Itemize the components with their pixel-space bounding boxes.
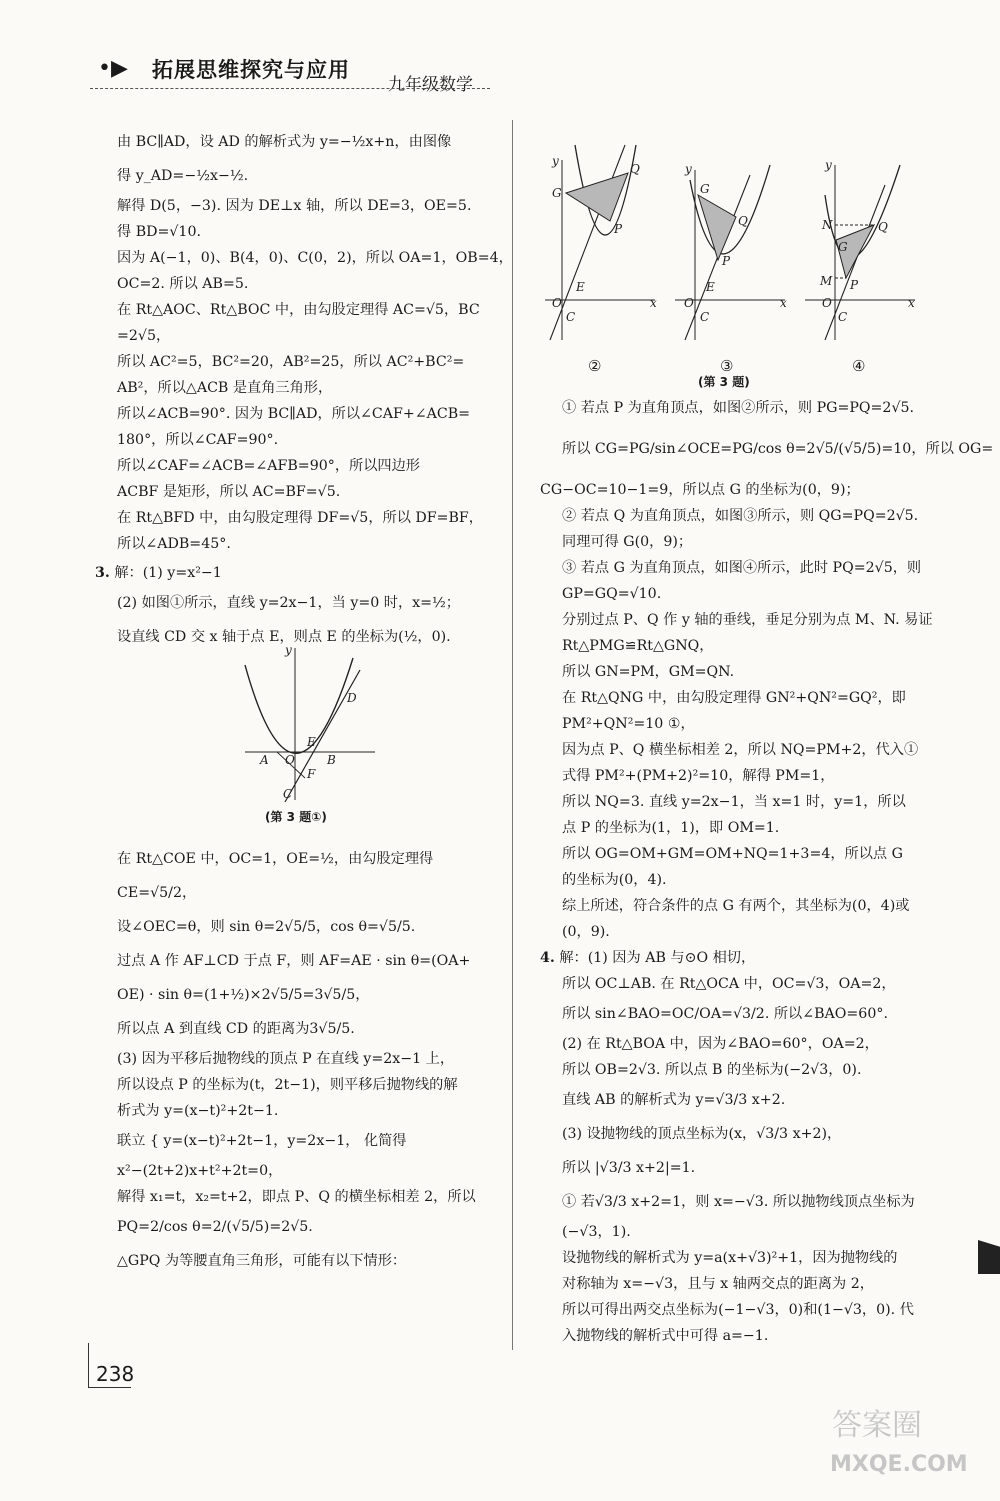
fig3-label-p: P [722,254,731,268]
page-number: 238 [96,1362,135,1386]
fig3-label-q: Q [738,214,748,228]
text-line: 过点 A 作 AF⊥CD 于点 F，则 AF=AE · sin θ=(OA+ [117,953,471,969]
text-line: 所以∠CAF=∠ACB=∠AFB=90°，所以四边形 [117,458,420,474]
text-line: ① 若点 P 为直角顶点，如图②所示，则 PG=PQ=2√5. [562,400,915,416]
text-line: 180°，所以∠CAF=90°. [117,432,279,448]
fig1-label-y: y [285,643,292,657]
grade-label: 九年级数学 [388,75,473,95]
watermark-url: MXQE.COM [830,1452,968,1477]
text-line: 对称轴为 x=−√3，且与 x 轴两交点的距离为 2， [562,1276,874,1292]
text-line: OE) · sin θ=(1+½)×2√5/5=3√5/5， [117,987,370,1003]
watermark-logo: 答案圈 [832,1408,922,1443]
fig4-label-m: M [820,274,833,288]
text-line: 同理可得 G(0，9)； [562,534,693,550]
text-line: CG−OC=10−1=9，所以点 G 的坐标为(0，9)； [540,482,860,498]
figure-3-1-svg [235,640,385,805]
book-title: 拓展思维探究与应用 [152,58,350,82]
figure-num-3: ③ [720,357,734,375]
text-line: 直线 AB 的解析式为 y=√3/3 x+2. [562,1092,786,1108]
q3-heading [95,560,495,586]
text-line: 所以 sin∠BAO=OC/OA=√3/2. 所以∠BAO=60°. [562,1006,888,1022]
q4-number: 4. [540,950,555,966]
text-line: 所以 OB=2√3. 所以点 B 的坐标为(−2√3，0). [562,1062,862,1078]
text-line: 所以 OC⊥AB. 在 Rt△OCA 中，OC=√3，OA=2， [562,976,896,992]
fig1-label-o: O [285,753,295,767]
text-line: 点 P 的坐标为(1，1)，即 OM=1. [562,820,780,836]
text-line: △GPQ 为等腰直角三角形，可能有以下情形： [117,1253,407,1269]
text-line: ② 若点 Q 为直角顶点，如图③所示，则 QG=PQ=2√5. [562,508,919,524]
page-header [90,48,490,96]
column-divider [512,120,513,1350]
edge-tab-icon [978,1240,1000,1274]
text-line: 所以 NQ=3. 直线 y=2x−1，当 x=1 时，y=1，所以 [562,794,906,810]
text-line: ACBF 是矩形，所以 AC=BF=√5. [117,484,341,500]
text-line: 得 y_AD=−½x−½. [117,168,249,184]
fig2-label-g: G [552,186,562,200]
text-line: 所以 CG=PG/sin∠OCE=PG/cos θ=2√5/(√5/5)=10，所以 OG= [562,441,994,457]
text-line: AB²，所以△ACB 是直角三角形， [117,380,333,396]
left-column-cont [95,842,495,1278]
text-line: PM²+QN²=10 ①， [562,716,695,732]
text-line: GP=GQ=√10. [562,586,662,602]
text-line: 得 BD=√10. [117,224,201,240]
text-line: =2√5， [117,328,171,344]
figure-3-1 [235,640,385,824]
figure-3-234-svg [540,135,920,355]
q4-line1: 解：(1) 因为 AB 与⊙O 相切， [559,950,756,966]
text-line: 所以可得出两交点坐标为(−1−√3，0)和(1−√3，0). 代 [562,1302,914,1318]
fig1-label-a: A [260,753,269,767]
fig2-label-x: x [650,296,657,310]
text-line: 的坐标为(0，4). [562,872,667,888]
fig3-label-o: O [684,296,694,310]
fig1-label-f: F [307,767,316,781]
text-line: 设直线 CD 交 x 轴于点 E，则点 E 的坐标为(½，0). [117,629,451,645]
text-line: 解得 x₁=t，x₂=t+2，即点 P、Q 的横坐标相差 2，所以 [117,1189,476,1205]
figure-num-4: ④ [852,357,866,375]
text-line: ① 若√3/3 x+2=1，则 x=−√3. 所以抛物线顶点坐标为 [562,1194,915,1210]
text-line: 所以 |√3/3 x+2|=1. [562,1160,696,1176]
text-line: 在 Rt△AOC、Rt△BOC 中，由勾股定理得 AC=√5，BC [117,302,480,318]
text-line: CE=√5/2， [117,885,197,901]
fig4-label-c: C [838,310,848,324]
text-line: x²−(2t+2)x+t²+2t=0， [117,1163,283,1179]
text-line: 因为点 P、Q 横坐标相差 2，所以 NQ=PM+2，代入① [562,742,919,758]
fig1-label-d: D [347,691,357,705]
figure-3-234 [540,135,920,389]
figure-3-caption: (第 3 题) [698,375,750,389]
text-line: 所以∠ACB=90°. 因为 BC∥AD，所以∠CAF+∠ACB= [117,406,471,422]
text-line: 所以点 A 到直线 CD 的距离为3√5/5. [117,1021,355,1037]
text-line: PQ=2/cos θ=2/(√5/5)=2√5. [117,1219,313,1235]
text-line: 解得 D(5，−3). 因为 DE⊥x 轴，所以 DE=3，OE=5. [117,198,472,214]
fig4-label-g: G [838,240,848,254]
text-line: 由 BC∥AD，设 AD 的解析式为 y=−½x+n，由图像 [117,134,452,150]
fig2-label-p: P [614,222,623,236]
text-line: 所以 GN=PM，GM=QN. [562,664,735,680]
fig4-label-x: x [908,296,915,310]
text-line: OC=2. 所以 AB=5. [117,276,249,292]
left-column [95,125,513,654]
q4-heading [540,945,930,971]
fig2-label-o: O [552,296,562,310]
text-line: (2) 如图①所示，直线 y=2x−1，当 y=0 时，x=½； [117,595,460,611]
text-line: 综上所述，符合条件的点 G 有两个，其坐标为(0，4)或 [562,898,910,914]
text-line: 入抛物线的解析式中可得 a=−1. [562,1328,769,1344]
text-line: 在 Rt△QNG 中，由勾股定理得 GN²+QN²=GQ²，即 [562,690,906,706]
fig4-label-o: O [822,296,832,310]
text-line: 在 Rt△BFD 中，由勾股定理得 DF=√5，所以 DF=BF， [117,510,483,526]
text-line: (−√3，1). [562,1224,631,1240]
fig3-label-c: C [700,310,710,324]
text-line: 设抛物线的解析式为 y=a(x+√3)²+1，因为抛物线的 [562,1250,898,1266]
text-line: 所以 AC²=5，BC²=20，AB²=25，所以 AC²+BC²= [117,354,465,370]
fig2-label-c: C [566,310,576,324]
text-line: 所以∠ADB=45°. [117,536,231,552]
fig1-label-e: E [307,735,316,749]
text-line: 联立 { y=(x−t)²+2t−1，y=2x−1， 化简得 [117,1133,407,1149]
text-line: (3) 设抛物线的顶点坐标为(x，√3/3 x+2)， [562,1126,842,1142]
text-line: 所以设点 P 的坐标为(t，2t−1)，则平移后抛物线的解 [117,1077,458,1093]
text-line: 分别过点 P、Q 作 y 轴的垂线，垂足分别为点 M、N. 易证 [562,612,933,628]
q3-number: 3. [95,565,110,581]
fig1-label-b: B [327,753,336,767]
fig4-label-p: P [850,278,859,292]
text-line: Rt△PMG≌Rt△GNQ， [562,638,714,654]
fig2-label-e: E [576,280,585,294]
fig3-label-g: G [700,182,710,196]
fig3-label-e: E [706,280,715,294]
text-line: 析式为 y=(x−t)²+2t−1. [117,1103,279,1119]
fig3-label-y: y [685,162,692,176]
fig4-label-y: y [825,158,832,172]
fig2-label-q: Q [630,162,640,176]
text-line: 式得 PM²+(PM+2)²=10，解得 PM=1， [562,768,835,784]
text-line: 设∠OEC=θ，则 sin θ=2√5/5，cos θ=√5/5. [117,919,416,935]
fig3-label-x: x [780,296,787,310]
text-line: (0，9). [562,924,610,940]
text-line: 在 Rt△COE 中，OC=1，OE=½，由勾股定理得 [117,851,434,867]
text-line: (3) 因为平移后抛物线的顶点 P 在直线 y=2x−1 上， [117,1051,455,1067]
fig1-label-c: C [283,787,293,801]
text-line: (2) 在 Rt△BOA 中，因为∠BAO=60°，OA=2， [562,1036,879,1052]
q3-line1: 解：(1) y=x²−1 [114,565,222,581]
figure-3-1-caption: (第 3 题①) [265,810,327,824]
fig2-label-y: y [552,154,559,168]
figure-num-2: ② [588,357,602,375]
right-column [540,395,994,1349]
text-line: ③ 若点 G 为直角顶点，如图④所示，此时 PQ=2√5，则 [562,560,922,576]
text-line: 所以 OG=OM+GM=OM+NQ=1+3=4，所以点 G [562,846,903,862]
fig4-label-q: Q [878,220,888,234]
fig4-label-n: N [822,218,833,232]
header-rule [90,88,490,89]
header-arrow-icon: •▶ [98,56,128,81]
text-line: 因为 A(−1，0)、B(4，0)、C(0，2)，所以 OA=1，OB=4， [117,250,513,266]
